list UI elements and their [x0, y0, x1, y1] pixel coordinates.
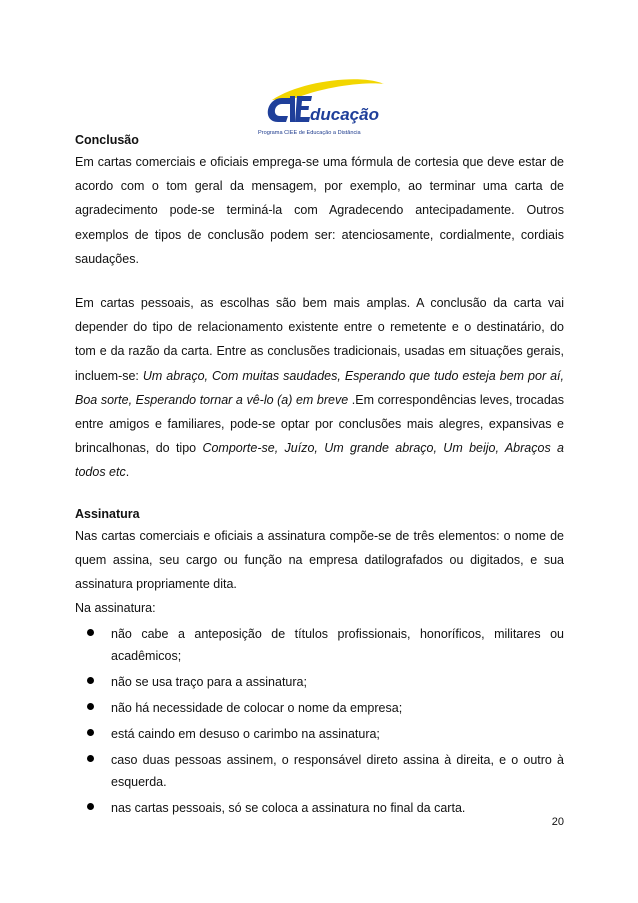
list-item-text: não há necessidade de colocar o nome da empresa;: [111, 701, 403, 716]
page-number: 20: [551, 816, 564, 828]
list-item: [75, 697, 564, 719]
logo-caption: Programa CIEE de Educação a Distância: [258, 130, 361, 136]
heading-conclusao: Conclusão: [75, 133, 139, 147]
italic-examples-1: Um abraço, Com muitas saudades, Esperando que tudo esteja bem por aí, Boa sorte, Esperando tornar a vê-lo (a) em breve: [75, 368, 564, 407]
list-item: [75, 749, 564, 793]
svg-text:ducação: ducação: [310, 105, 379, 124]
spacer: [75, 485, 564, 505]
paragraph-conclusao-1: Em cartas comerciais e oficiais emprega-se uma fórmula de cortesia que deve estar de acordo com o tom geral da mensagem, por exemplo, ao terminar uma carta de agradecimento pode-se terminá-la com Agradecendo antecipadamente. Outros exemplos de tipos de conclusão podem ser: atenciosamente, cordialmente, cordiais saudações.: [75, 155, 564, 266]
list-item-text: está caindo em desuso o carimbo na assinatura;: [111, 727, 380, 742]
heading-assinatura: Assinatura: [75, 506, 140, 521]
paragraph-assinatura-2: Na assinatura:: [75, 601, 156, 616]
text-run: Em cartas pessoais, as escolhas são bem mais amplas. A conclusão da carta vai depender do tipo de relacionamento existente entre o remetente e o destinatário, do tom e da razão da carta. Entre as conclusões tradicionais, usadas em situações gerais, incluem-se:: [75, 296, 564, 383]
list-item-text: não cabe a anteposição de títulos profissionais, honoríficos, militares ou acadêmicos;: [111, 627, 564, 664]
list-item: [75, 671, 564, 693]
list-item: [75, 723, 564, 745]
bullet-icon: [87, 629, 94, 636]
spacer: [75, 271, 564, 291]
paragraph-conclusao-2: [75, 291, 564, 485]
italic-examples-2: Comporte-se, Juízo, Um grande abraço, Um beijo, Abraços a todos etc: [75, 441, 564, 480]
list-item-text: caso duas pessoas assinem, o responsável direto assina à direita, e o outro à esquerda.: [111, 753, 564, 790]
main-content: [75, 131, 564, 823]
list-item-text: nas cartas pessoais, só se coloca a assinatura no final da carta.: [111, 801, 466, 816]
bullet-icon: [87, 703, 94, 710]
text-run: .Em correspondências leves, trocadas entre amigos e familiares, pode-se optar por conclusões mais alegres, expansivas e brincalhonas, do tipo: [75, 392, 565, 456]
bullet-icon: [87, 803, 94, 810]
list-item-text: não se usa traço para a assinatura;: [111, 675, 307, 690]
list-item: [75, 623, 564, 667]
paragraph-assinatura-1: Nas cartas comerciais e oficiais a assinatura compõe-se de três elementos: o nome de quem assina, seu cargo ou função na empresa datilografados ou digitados, e sua assinatura propriamente dita.: [75, 528, 564, 592]
bullet-icon: [87, 755, 94, 762]
text-run: .: [125, 465, 130, 480]
signature-rules-list: [75, 623, 564, 819]
ciee-logo-icon: [252, 76, 392, 132]
bullet-icon: [87, 677, 94, 684]
bullet-icon: [87, 729, 94, 736]
list-item: [75, 797, 564, 819]
